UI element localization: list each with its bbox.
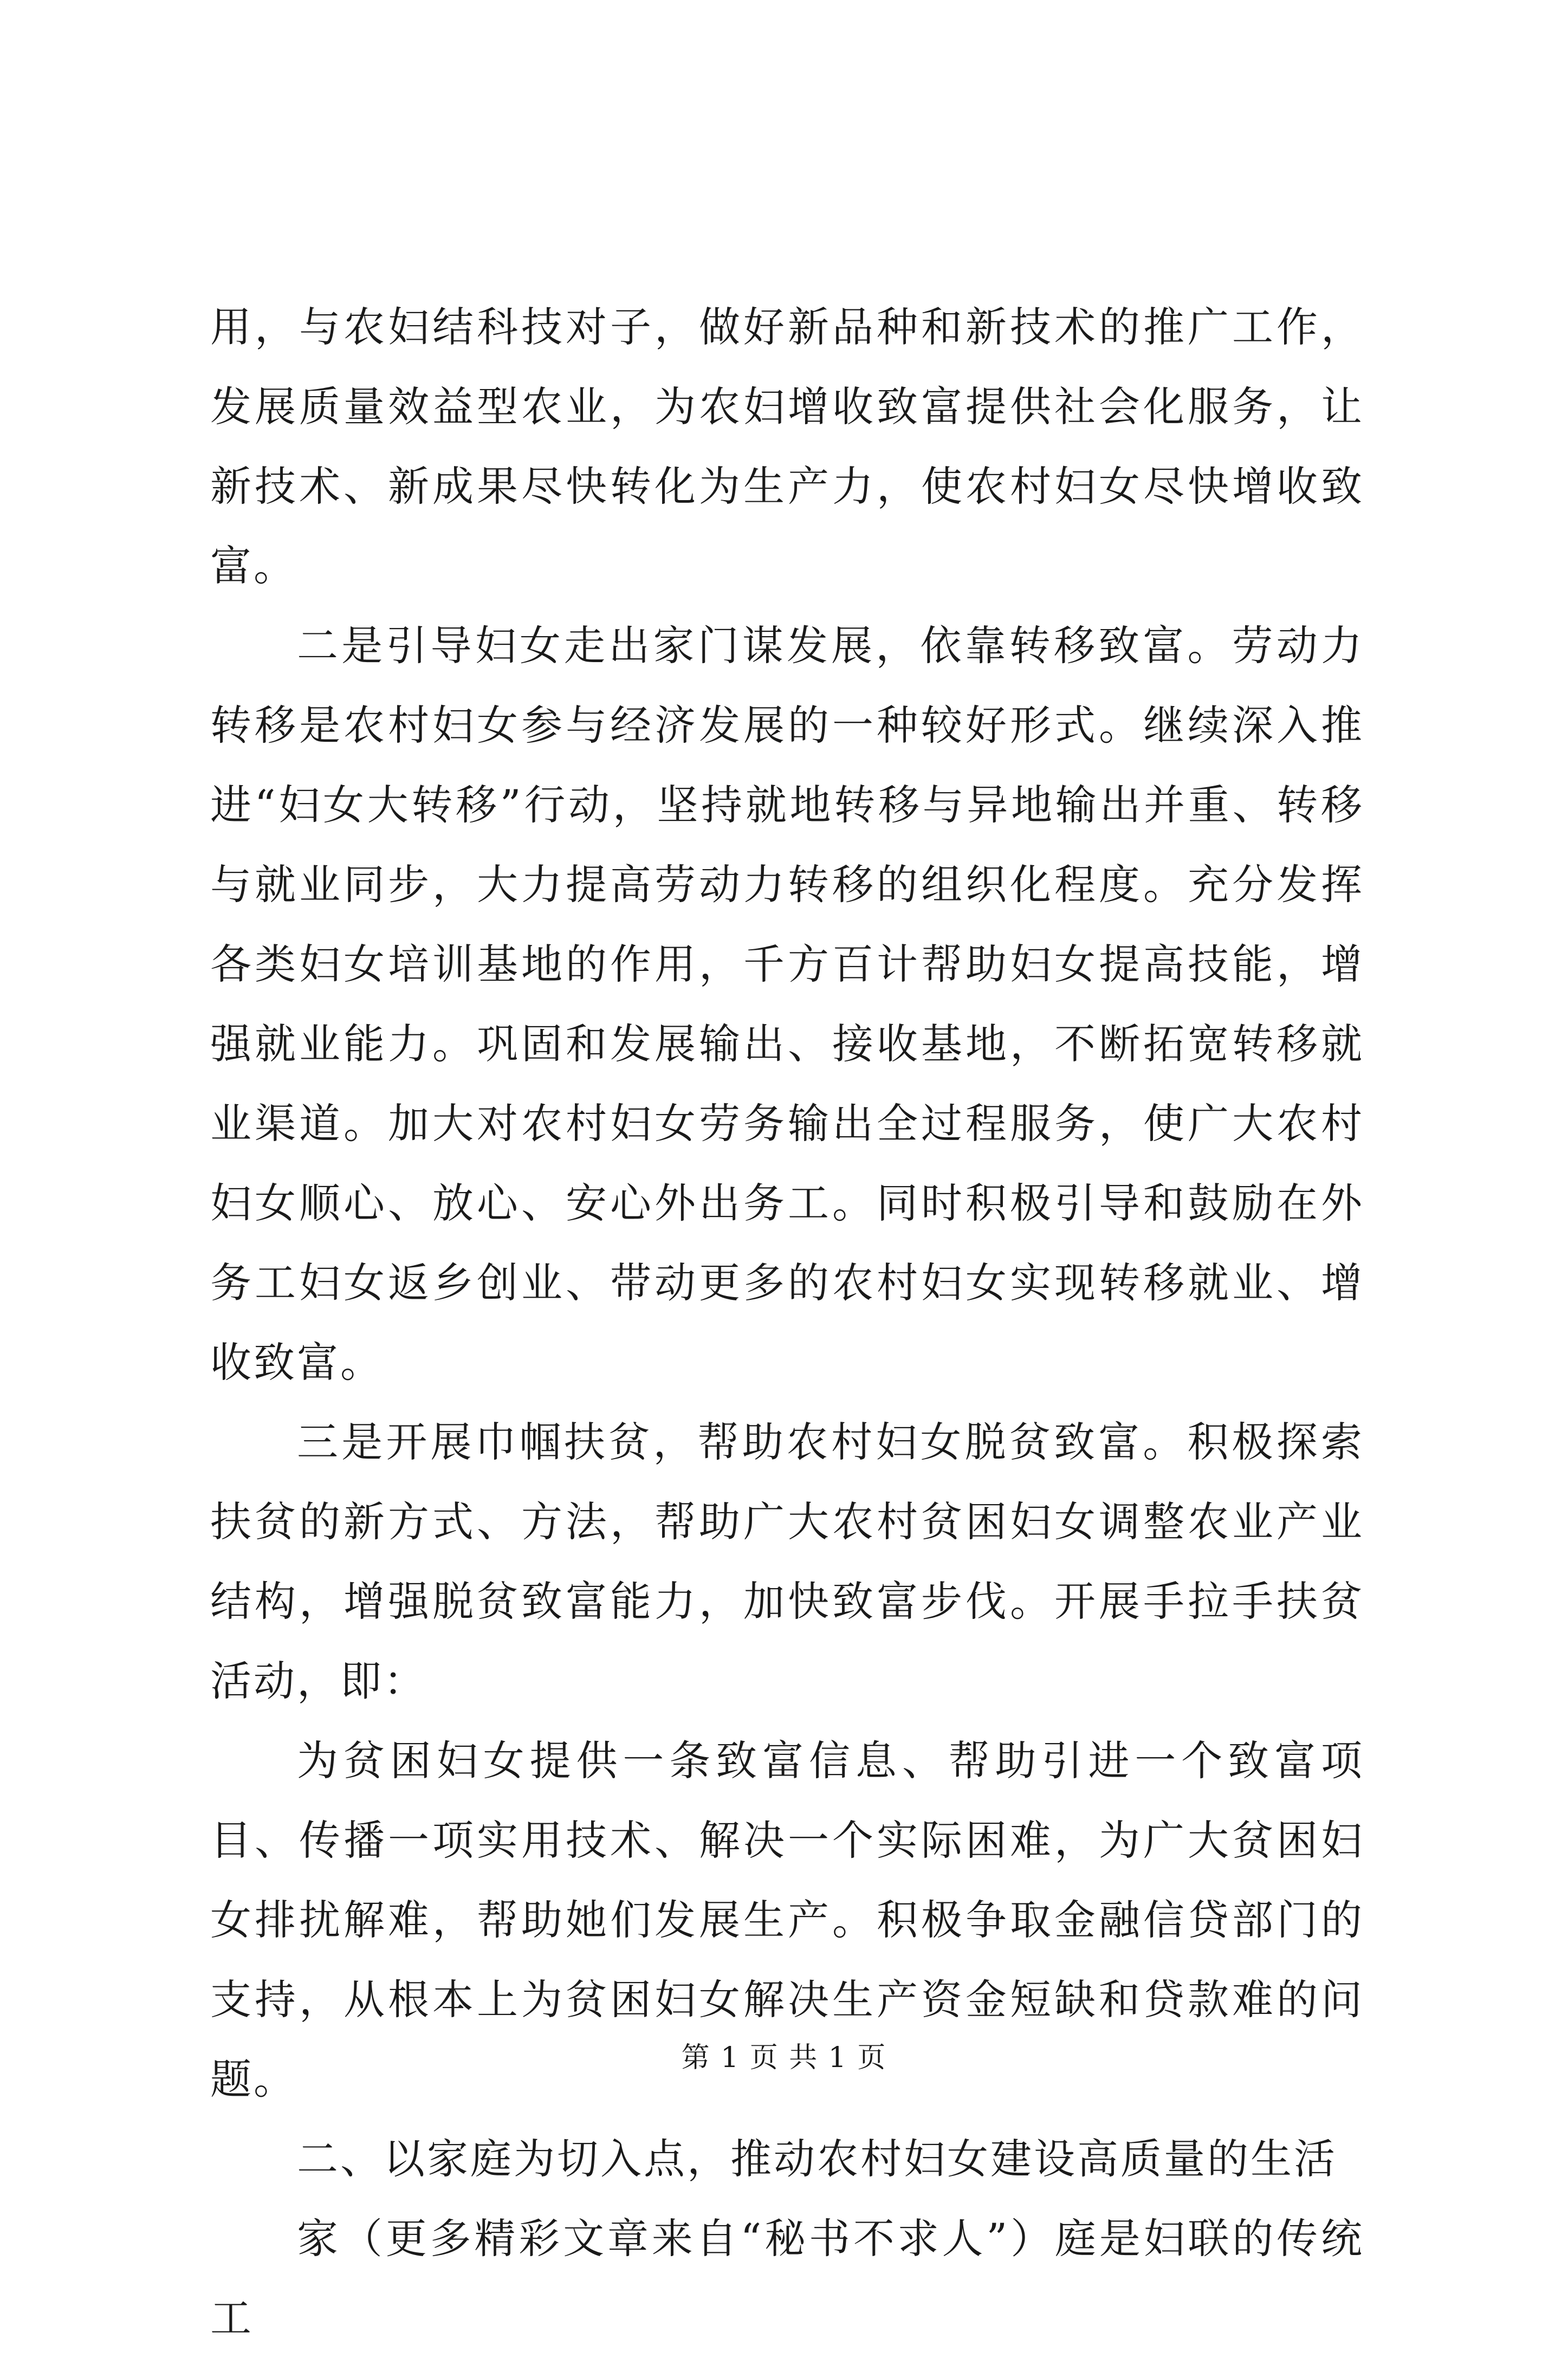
paragraph-4: 为贫困妇女提供一条致富信息、帮助引进一个致富项目、传播一项实用技术、解决一个实际困难，为广大贫困妇女排扰解难，帮助她们发展生产。积极争取金融信贷部门的支持，从根本上为贫困妇女解决生产资金短缺和贷款难的问题。 bbox=[210, 1737, 1364, 2103]
section-heading-2: 二、以家庭为切入点，推动农村妇女建设高质量的生活 bbox=[297, 2135, 1337, 2183]
paragraph-3: 三是开展巾帼扶贫，帮助农村妇女脱贫致富。积极探索扶贫的新方式、方法，帮助广大农村贫困妇女调整农业产业结构，增强脱贫致富能力，加快致富步伐。开展手拉手扶贫活动，即： bbox=[210, 1418, 1364, 1705]
paragraph-1: 用，与农妇结科技对子，做好新品种和新技术的推广工作，发展质量效益型农业，为农妇增收致富提供社会化服务，让新技术、新成果尽快转化为生产力，使农村妇女尽快增收致富。 bbox=[210, 303, 1364, 590]
page-number-footer: 第 1 页 共 1 页 bbox=[681, 2042, 887, 2074]
paragraph-6: 家（更多精彩文章来自“秘书不求人”）庭是妇联的传统工 bbox=[210, 2214, 1364, 2342]
paragraph-2: 二是引导妇女走出家门谋发展，依靠转移致富。劳动力转移是农村妇女参与经济发展的一种较好形式。继续深入推进“妇女大转移”行动，坚持就地转移与异地输出并重、转移与就业同步，大力提高劳动力转移的组织化程度。充分发挥各类妇女培训基地的作用，千方百计帮助妇女提高技能，增强就业能力。巩固和发展输出、接收基地，不断拓宽转移就业渠道。加大对农村妇女劳务输出全过程服务，使广大农村妇女顺心、放心、安心外出务工。同时积极引导和鼓励在外务工妇女返乡创业、带动更多的农村妇女实现转移就业、增收致富。 bbox=[210, 621, 1364, 1387]
